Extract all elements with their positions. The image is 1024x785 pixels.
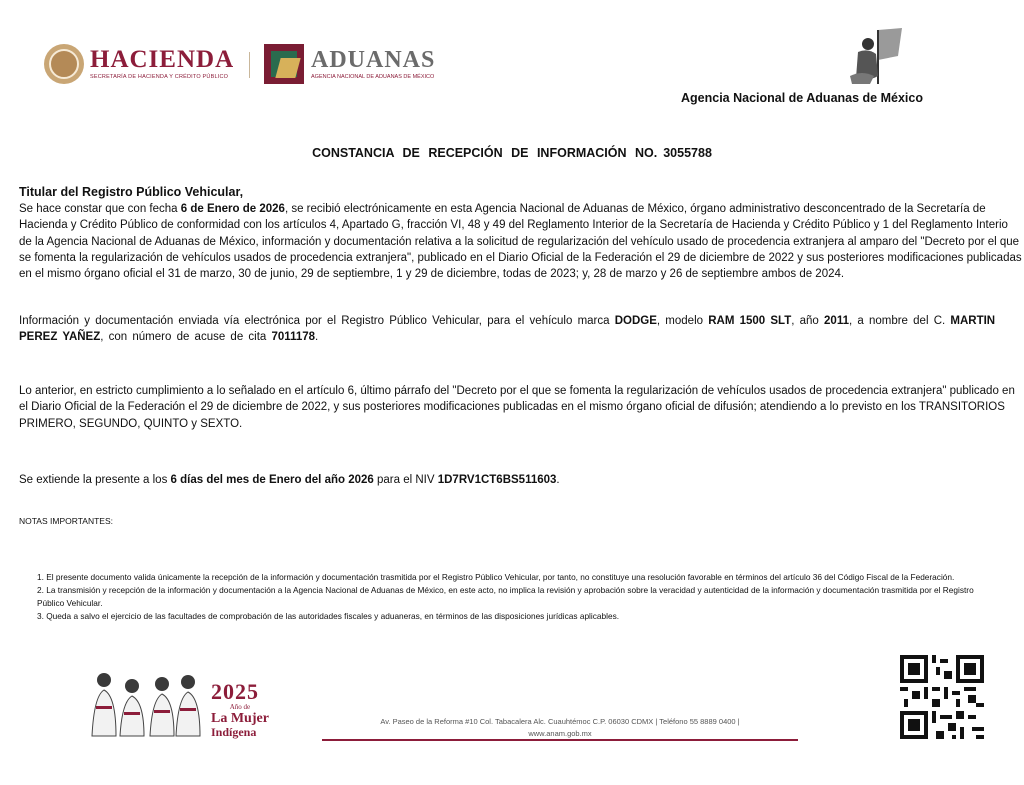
owner-name: MARTIN PEREZ YAÑEZ: [19, 315, 996, 344]
certificate-number: 3055788: [663, 146, 712, 160]
footer-address: [322, 716, 798, 740]
paragraph-legal-basis: Lo anterior, en estricto cumplimiento a lo señalado en el artículo 6, último párrafo del "Decreto por el que se fomenta la regularización de vehículos usados de procedencia extranjera" publicado en el Diario Oficial de la Federación el 29 de diciembre de 2022, y sus posteriores modificaciones publicadas en el mismo órgano oficial de difusión; atendiendo a lo previsto en los TRANSITORIOS PRIMERO, SEGUNDO, QUINTO y SEXTO.: [19, 385, 1015, 430]
notes-list: [37, 571, 992, 623]
year-number: 2025: [211, 679, 259, 704]
note-item: 3. Queda a salvo el ejercicio de las facultades de comprobación de las autoridades fiscales y aduaneras, en términos de las disposiciones jurídicas aplicables.: [37, 611, 620, 621]
aduanas-name: ADUANAS: [311, 46, 436, 73]
receipt-date: 6 de Enero de 2026: [180, 203, 285, 215]
p4-text-b: para el NIV: [373, 474, 438, 486]
hacienda-logo: [44, 42, 244, 86]
p2-text-c: , año: [791, 315, 825, 327]
paragraph-receipt: [19, 201, 1023, 282]
flag-figure-icon: [848, 26, 904, 86]
p2-text-f: .: [315, 331, 319, 344]
agency-name: Agencia Nacional de Aduanas de México: [681, 91, 923, 105]
footer-rule: [322, 739, 798, 741]
vehicle-brand: DODGE: [614, 315, 657, 327]
hacienda-subtitle: SECRETARÍA DE HACIENDA Y CRÉDITO PÚBLICO: [90, 74, 229, 80]
note-item: 1. El presente documento valida únicamente la recepción de la información y documentación trasmitida por el Registro Público Vehicular, por tanto, no constituye una resolución favorable en términos del artículo 36 del Código Fiscal de la Federación.: [37, 572, 955, 582]
document-title: [0, 146, 1024, 160]
vehicle-model: RAM 1500 SLT: [708, 315, 792, 327]
p4-text-c: .: [556, 474, 560, 486]
aduanas-logo-icon: [264, 44, 304, 84]
p2-text-d: , a nombre del C.: [848, 315, 951, 327]
aduanas-logo: [264, 44, 435, 84]
issuance-date: 6 días del mes de Enero del año 2026: [170, 474, 374, 486]
website-link[interactable]: www.anam.gob.mx: [528, 729, 592, 738]
p2-text-b: , modelo: [656, 315, 709, 327]
p2-text-a: Información y documentación enviada vía electrónica por el Registro Público Vehicular, para el vehículo marca: [19, 315, 615, 327]
year-subtitle: Año de: [229, 703, 251, 711]
logo-divider: [249, 52, 250, 78]
appointment-receipt-number: 7011178: [271, 331, 316, 344]
title-text: CONSTANCIA DE RECEPCIÓN DE INFORMACIÓN NO.: [312, 146, 658, 160]
addressee: Titular del Registro Público Vehicular,: [19, 185, 244, 199]
p2-text-e: , con número de acuse de cita: [100, 331, 272, 344]
p1-text-b: , se recibió electrónicamente en esta Agencia Nacional de Aduanas de México, órgano administrativo desconcentrado de la Secretaría de Hacienda y Crédito Público de conformidad con los artículos 4, Apartado G, fracción VI, 48 y 49 del Reglamento Interior de la Secretaría de Hacienda y Crédito Público y 1 del Reglamento Interio de la Agencia Nacional de Aduanas de México, información y documentación relativa a la solicitud de regularización del vehículo usado de procedencia extranjera al amparo del "Decreto por el que se fomenta la regularización de vehículos usados de procedencia extranjera", publicado en el Diario Oficial de la Federación el 29 de diciembre de 2022 y sus posteriores modificaciones publicadas en el mismo órgano oficial el 31 de marzo, 30 de junio, 29 de septiembre, 1 y 29 de diciembre, todas de 2023; y, 28 de marzo y 26 de septiembre ambos de 2024.: [19, 203, 1022, 281]
p4-text-a: Se extiende la presente a los: [19, 474, 171, 486]
hacienda-name: HACIENDA: [90, 46, 235, 73]
note-item: 2. La transmisión y recepción de la información y documentación a la Agencia Nacional de Aduanas de México, en este acto, no implica la revisión y aprobación sobre la veracidad y autenticidad de la información y documentación trasmitida por el Registro Público Vehicular.: [37, 585, 974, 608]
year-title-line1: La Mujer: [211, 711, 269, 726]
vehicle-year: 2011: [824, 315, 849, 327]
aduanas-subtitle: AGENCIA NACIONAL DE ADUANAS DE MÉXICO: [311, 73, 435, 80]
paragraph-issuance: [19, 472, 1023, 488]
hacienda-emblem-icon: [44, 44, 84, 84]
vin-number: 1D7RV1CT6BS511603: [437, 474, 557, 486]
year-logo: [211, 681, 269, 739]
qr-code-icon: [900, 655, 984, 739]
notes-title: NOTAS IMPORTANTES:: [19, 516, 113, 526]
address-text: Av. Paseo de la Reforma #10 Col. Tabacalera Alc. Cuauhtémoc C.P. 06030 CDMX | Teléfono 55 8889 0400 |: [380, 717, 740, 726]
women-illustration: [86, 666, 206, 738]
paragraph-vehicle: [19, 313, 1023, 346]
year-title-line2: Indígena: [211, 725, 257, 739]
p1-text-a: Se hace constar que con fecha: [19, 203, 181, 215]
